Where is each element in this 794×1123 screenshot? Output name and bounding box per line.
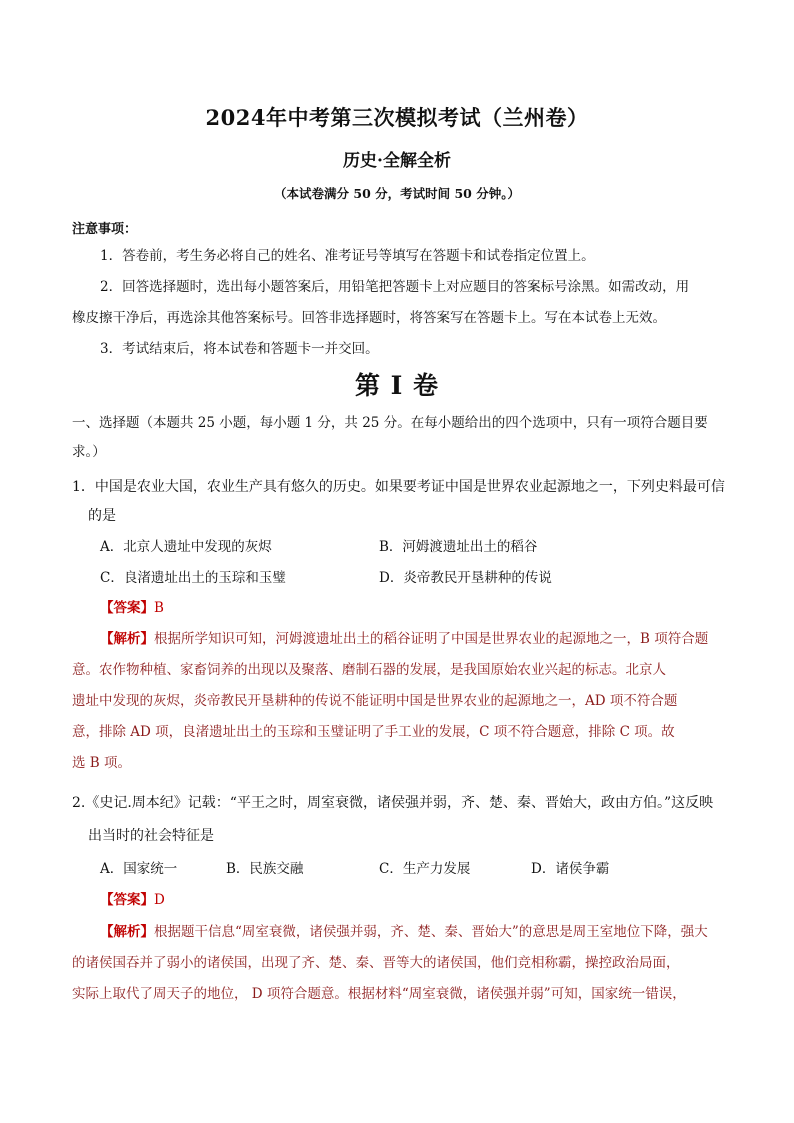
section-heading-line-2: 求。） (72, 444, 106, 460)
q1-stem-line-1: 1．中国是农业大国，农业生产具有悠久的历史。如果要考证中国是世界农业起源地之一，下列史料最可信 (72, 479, 725, 495)
q1-analysis-line-2: 意。农作物种植、家畜饲养的出现以及聚落、磨制石器的发展，是我国原始农业兴起的标志。北京人 (72, 662, 666, 678)
q1-answer-value: B (154, 600, 164, 616)
exam-duration-note: （本试卷满分 50 分，考试时间 50 分钟。） (274, 186, 520, 201)
q2-option-d: D．诸侯争霸 (531, 861, 610, 877)
q1-analysis-line-1 (100, 629, 708, 649)
q2-option-a: A．国家统一 (100, 861, 178, 877)
notice-item-2-line-1: 2．回答选择题时，选出每小题答案后，用铅笔把答题卡上对应题目的答案标号涂黑。如需改动，用 (100, 279, 690, 295)
q1-answer-tag: 【答案】 (100, 600, 154, 616)
volume-title: 第 I 卷 (354, 371, 440, 400)
q1-answer (100, 598, 164, 618)
q1-analysis-line-5: 选 B 项。 (72, 755, 132, 771)
q2-option-b: B．民族交融 (226, 861, 304, 877)
exam-subtitle: 历史·全解全析 (343, 151, 451, 171)
q2-analysis-tag: 【解析】 (100, 924, 154, 940)
q1-stem-line-2: 的是 (88, 508, 116, 524)
q2-stem-line-1: 2.《史记.周本纪》记载：“平王之时，周室衰微，诸侯强并弱，齐、楚、秦、晋始大，政由方伯。”这反映 (72, 795, 714, 811)
section-heading-line-1: 一、选择题（本题共 25 小题，每小题 1 分，共 25 分。在每小题给出的四个选项中，只有一项符合题目要 (72, 415, 708, 431)
q2-stem-line-2: 出当时的社会特征是 (88, 828, 214, 844)
notice-item-2-line-2: 橡皮擦干净后，再选涂其他答案标号。回答非选择题时，将答案写在答题卡上。写在本试卷上无效。 (72, 310, 666, 326)
notice-heading: 注意事项： (72, 222, 138, 237)
exam-title: 2024年中考第三次模拟考试（兰州卷） (205, 105, 589, 130)
q2-analysis-text-1: 根据题干信息“周室衰微，诸侯强并弱，齐、楚、秦、晋始大”的意思是周王室地位下降，强大 (154, 924, 708, 940)
q2-answer (100, 890, 165, 910)
q1-option-a: A．北京人遗址中发现的灰烬 (100, 539, 272, 555)
q1-option-d: D．炎帝教民开垦耕种的传说 (379, 570, 552, 586)
q1-analysis-line-4: 意，排除 AD 项，良渚遗址出土的玉琮和玉璧证明了手工业的发展，C 项不符合题意，排除 C 项。故 (72, 724, 675, 740)
q1-analysis-tag: 【解析】 (100, 631, 154, 647)
q2-option-c: C．生产力发展 (379, 861, 471, 877)
q1-analysis-line-3: 遗址中发现的灰烬，炎帝教民开垦耕种的传说不能证明中国是世界农业的起源地之一，AD 项不符合题 (72, 693, 678, 709)
q1-analysis-text-1: 根据所学知识可知，河姆渡遗址出土的稻谷证明了中国是世界农业的起源地之一，B 项符合题 (154, 631, 709, 647)
q1-option-c: C．良渚遗址出土的玉琮和玉璧 (100, 570, 286, 586)
q2-analysis-line-1 (100, 922, 708, 942)
notice-item-1: 1．答卷前，考生务必将自己的姓名、准考证号等填写在答题卡和试卷指定位置上。 (100, 248, 595, 264)
notice-item-3: 3．考试结束后，将本试卷和答题卡一并交回。 (100, 341, 379, 357)
q2-analysis-line-2: 的诸侯国吞并了弱小的诸侯国，出现了齐、楚、秦、晋等大的诸侯国，他们竞相称霸，操控政治局面， (72, 955, 680, 971)
q1-option-b: B．河姆渡遗址出土的稻谷 (379, 539, 538, 555)
q2-analysis-line-3: 实际上取代了周天子的地位， D 项符合题意。根据材料“周室衰微，诸侯强并弱”可知，国家统一错误， (72, 986, 686, 1002)
q2-answer-value: D (154, 892, 165, 908)
q2-answer-tag: 【答案】 (100, 892, 154, 908)
